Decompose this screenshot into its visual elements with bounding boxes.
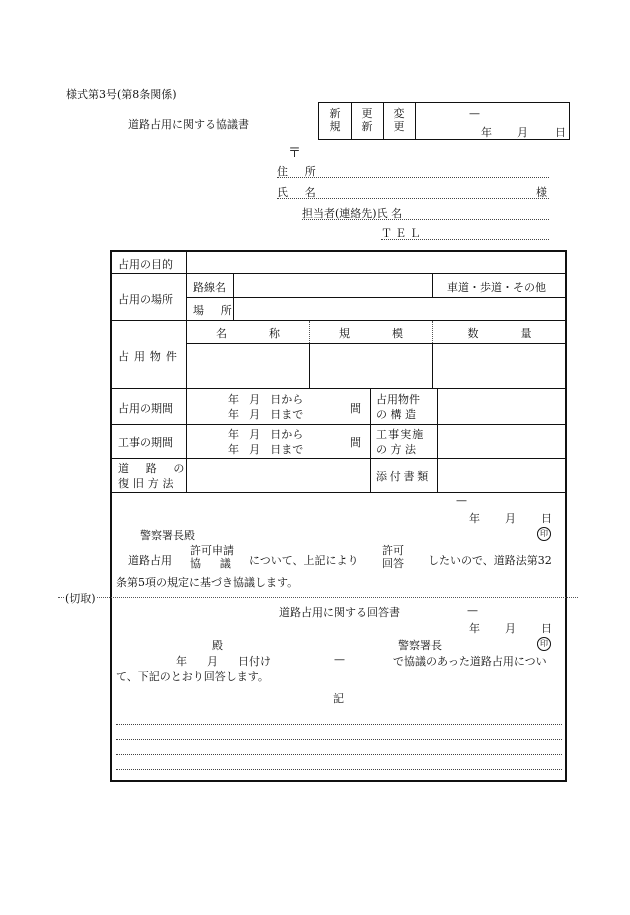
- road-type-options[interactable]: 車道・歩道・その他: [447, 281, 546, 294]
- work-period-label: 工事の期間: [118, 436, 173, 449]
- address-label: 住 所: [277, 165, 323, 178]
- document-title: 道路占用に関する協議書: [128, 118, 249, 131]
- work-between: 間: [350, 436, 361, 449]
- attach-label: 添付書類: [376, 470, 431, 483]
- option-permit: 許可: [382, 544, 404, 557]
- body-mid: について、上記により: [249, 554, 359, 567]
- reply-line1: で協議のあった道路占用につい: [393, 655, 547, 668]
- reply-line-3[interactable]: [116, 754, 562, 755]
- seal-icon: 印: [537, 527, 551, 541]
- restore-label-2: 復旧方法: [118, 477, 178, 490]
- renew-label-1: 更: [361, 107, 373, 120]
- restore-label-1: 道 路 の: [118, 462, 191, 475]
- reply-ref-dash: —: [334, 653, 345, 666]
- col-name-header: 名 称: [216, 327, 280, 340]
- reply-date-ref: 年 月 日付け: [176, 655, 271, 668]
- reply-line-1[interactable]: [116, 724, 562, 725]
- police-chief-addressee: 警察署長殿: [140, 529, 195, 542]
- col-qty-header: 数 量: [467, 327, 532, 340]
- work-from: 年 月 日から: [228, 428, 304, 441]
- contact-line[interactable]: [302, 219, 549, 220]
- reply-title: 道路占用に関する回答書: [279, 606, 400, 619]
- location-label: 占用の場所: [118, 293, 173, 306]
- date-year: 年: [469, 512, 480, 525]
- method-label-1: 工事実施: [376, 428, 425, 441]
- postal-mark: 〒: [288, 146, 302, 161]
- option-consult: 協 議: [190, 557, 239, 570]
- change-label-2: 更: [393, 120, 405, 133]
- new-label-2: 規: [329, 120, 341, 133]
- reply-month: 月: [505, 622, 516, 635]
- cut-label: (切取): [65, 592, 96, 605]
- form-number: 様式第3号(第8条関係): [66, 88, 177, 101]
- option-reply: 回答: [382, 557, 404, 570]
- period-between: 間: [350, 402, 361, 415]
- new-label-1: 新: [329, 107, 341, 120]
- route-label: 路線名: [193, 281, 226, 294]
- reply-day: 日: [541, 622, 552, 635]
- header-day: 日: [555, 126, 566, 139]
- structure-label-1: 占用物件: [376, 393, 420, 406]
- period-from: 年 月 日から: [228, 393, 304, 406]
- reply-year: 年: [469, 622, 480, 635]
- ki-label: 記: [333, 692, 344, 705]
- period-label: 占用の期間: [118, 402, 173, 415]
- body-pre: 道路占用: [128, 554, 172, 567]
- period-until: 年 月 日まで: [228, 408, 304, 421]
- body-line2: 条第5項の規定に基づき協議します。: [116, 576, 299, 589]
- cut-line: [58, 597, 578, 598]
- col-scale-header: 規 模: [339, 327, 403, 340]
- method-label-2: の 方 法: [376, 443, 416, 456]
- reply-date-dash: —: [467, 604, 478, 617]
- sama-suffix: 様: [536, 186, 547, 199]
- header-month: 月: [517, 126, 528, 139]
- reply-addressee: 殿: [212, 639, 223, 652]
- body-post: したいので、道路法第32: [428, 554, 552, 567]
- change-label-1: 変: [393, 107, 405, 120]
- structure-label-2: の 構 造: [376, 408, 416, 421]
- name-line[interactable]: [277, 198, 549, 199]
- date-month: 月: [505, 512, 516, 525]
- reply-line2: て、下記のとおり回答します。: [116, 670, 269, 683]
- reply-line-4[interactable]: [116, 769, 562, 770]
- tel-line[interactable]: [381, 239, 549, 240]
- renew-label-2: 新: [361, 120, 373, 133]
- contact-label: 担当者(連絡先)氏 名: [302, 207, 403, 220]
- date-day: 日: [541, 512, 552, 525]
- option-permit-apply: 許可申請: [190, 544, 234, 557]
- place-label: 場 所: [193, 304, 239, 317]
- header-dash: —: [469, 107, 480, 120]
- reply-line-2[interactable]: [116, 739, 562, 740]
- header-year: 年: [481, 126, 492, 139]
- date-dash: —: [456, 494, 467, 507]
- work-until: 年 月 日まで: [228, 443, 304, 456]
- tel-label: ＴＥＬ: [381, 227, 424, 240]
- reply-seal-icon: 印: [537, 637, 551, 651]
- purpose-label: 占用の目的: [118, 258, 173, 271]
- object-label: 占用物件: [118, 350, 182, 363]
- purpose-field[interactable]: [192, 256, 564, 272]
- reply-police-chief: 警察署長: [398, 639, 442, 652]
- header-box: [318, 102, 570, 140]
- name-label: 氏 名: [277, 186, 323, 199]
- address-line[interactable]: [277, 177, 549, 178]
